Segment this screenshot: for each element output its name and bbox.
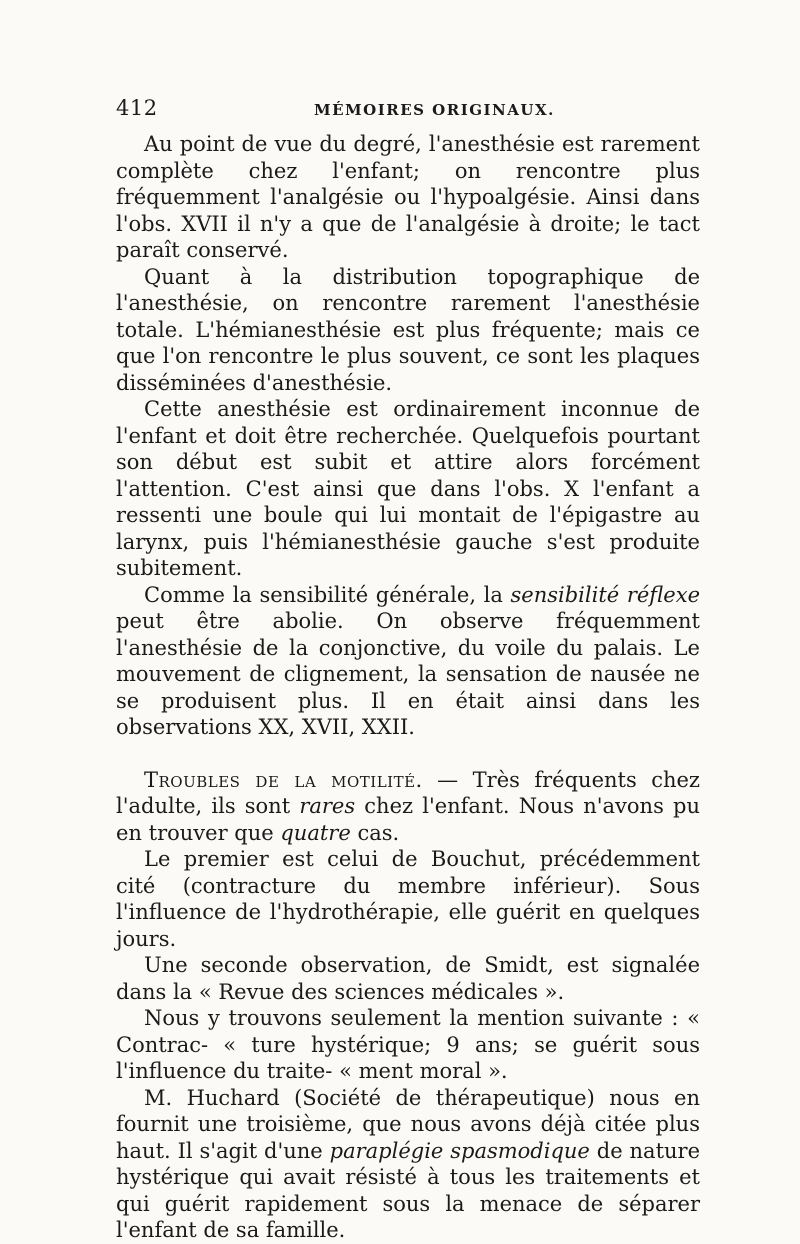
text-run: de nature hystérique qui avait résisté à tous les traitements et qui guérit rapidement sous la menace de séparer l'enfant de sa famille. (116, 1138, 700, 1242)
paragraph-huchard (116, 1085, 700, 1244)
running-title: MÉMOIRES ORIGINAUX. (314, 101, 555, 119)
text-run: chez l'enfant. Nous n'avons pu en trouver que (116, 794, 700, 845)
text-run: cas. (350, 820, 400, 845)
paragraph-reflex-sensibility (116, 582, 700, 741)
text-run: peut être abolie. On observe fréquemment l'anesthésie de la conjonctive, du voile du palais. Le mouvement de clignement, la sensation de nausée ne se produisent plus. Il en était ainsi dans les observations XX, XVII, XXII. (116, 609, 700, 739)
italic-term: quatre (280, 820, 351, 845)
paragraph-quote: Nous y trouvons seulement la mention suivante : « Contrac- « ture hystérique; 9 ans; se guérit sous l'influence du traite- « ment moral ». (116, 1006, 700, 1083)
text-run: Comme la sensibilité générale, la (144, 582, 511, 607)
page-header (116, 96, 700, 126)
body-text (116, 131, 700, 1244)
section-heading: Troubles de la motilité. (144, 767, 423, 792)
paragraph-unknown-anesthesia: Cette anesthésie est ordinairement inconnue de l'enfant et doit être recherchée. Quelquefois pourtant son début est subit et attire alors forcément l'attention. C'est ainsi que dans l'obs. X l'enfant a ressenti une boule qui lui montait de l'épigastre au larynx, puis l'hémianesthésie gauche s'est produite subitement. (116, 397, 700, 580)
text-run: — Très fréquents chez l'adulte, ils sont (116, 767, 700, 818)
paragraph-degree: Au point de vue du degré, l'anesthésie est rarement complète chez l'enfant; on rencontre plus fréquemment l'analgésie ou l'hypoalgésie. Ainsi dans l'obs. XVII il n'y a que de l'analgésie à droite; le tact paraît conservé. (116, 132, 700, 262)
italic-term: rares (299, 794, 356, 818)
paragraph-smidt: Une seconde observation, de Smidt, est signalée dans la « Revue des sciences médicales ». (116, 953, 700, 1004)
text-run: M. Huchard (Société de thérapeutique) nous en fournit une troisième, que nous avons déjà citée plus haut. Il s'agit d'une (116, 1085, 700, 1163)
page-number: 412 (116, 96, 158, 120)
paragraph-bouchut: Le premier est celui de Bouchut, précédemment cité (contracture du membre inférieur). Sous l'influence de l'hydrothérapie, elle guérit en quelques jours. (116, 847, 700, 951)
italic-term: paraplégie spasmodique (329, 1138, 590, 1163)
italic-term: sensibilité réflexe (510, 582, 701, 607)
paragraph-motility (116, 767, 700, 847)
paragraph-distribution: Quant à la distribution topographique de l'anesthésie, on rencontre rarement l'anesthésie totale. L'hémianesthésie est plus fréquente; mais ce que l'on rencontre le plus souvent, ce sont les plaques disséminées d'anesthésie. (116, 264, 700, 395)
